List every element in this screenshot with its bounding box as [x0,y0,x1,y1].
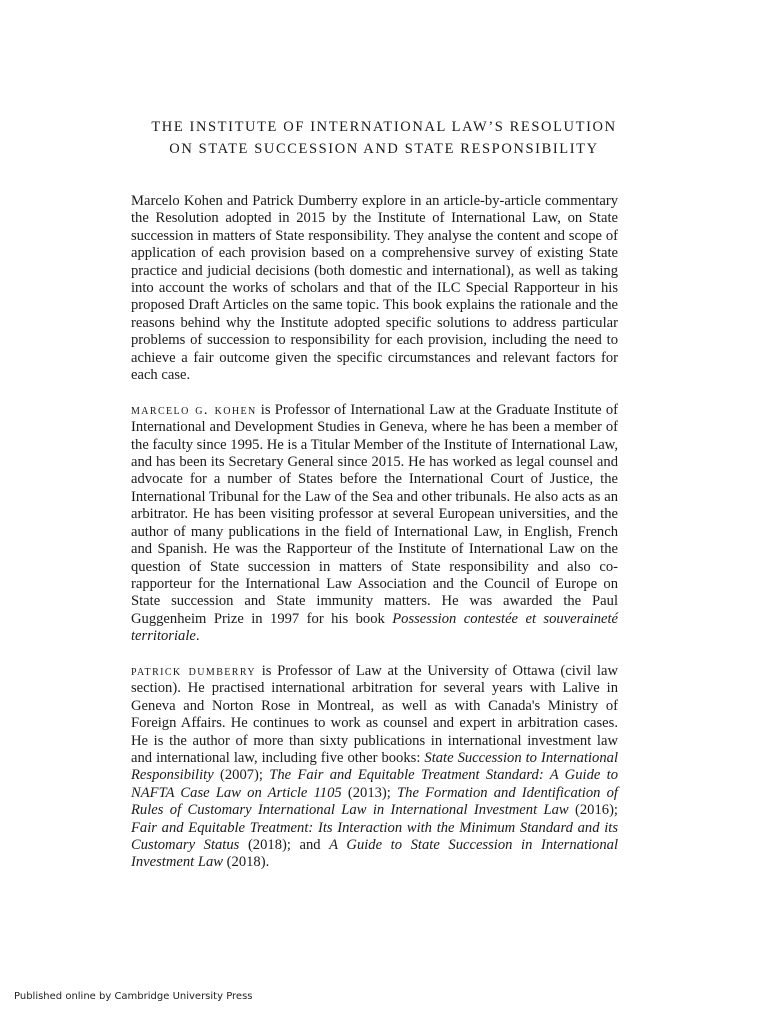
publisher-footer: Published online by Cambridge University Press [14,991,253,1002]
kohen-bio-end: . [195,628,200,645]
dumberry-book-4: Fair and Equitable Treatment: Its Interaction with the Minimum Standard and its Customary Status [131,819,618,853]
dumberry-year-5: (2018). [223,854,270,871]
kohen-author-name: marcelo g. kohen [131,401,257,418]
dumberry-book-2: The Fair and Equitable Treatment Standard: A Guide to NAFTA Case Law on Article 1105 [131,767,618,801]
dumberry-book-3: The Formation and Identification of Rules of Customary International Law in International Investment Law [131,784,618,819]
dumberry-year-2: (2013); [341,784,398,801]
book-title-line-1: THE INSTITUTE OF INTERNATIONAL LAW’S RESOLUTION [151,119,617,135]
kohen-book-title: Possession contestée et souveraineté territoriale [131,610,618,645]
dumberry-book-1: State Succession to International Responsibility [131,749,618,784]
dumberry-book-5: A Guide to State Succession in International Investment Law [131,837,619,871]
book-blurb [131,193,618,889]
dumberry-year-3: (2016); [568,802,618,819]
dumberry-bio-text: is Professor of Law at the University of Ottawa (civil law section). He practised international arbitration for several years with Lalive in Geneva and Norton Rose in Montreal, as well as with Canada's Ministry of Foreign Affairs. He continues to work as counsel and expert in arbitration cases. He is the author of more than sixty publications in international investment law and international law, including five other books: [131,662,618,766]
kohen-bio-text: is Professor of International Law at the Graduate Institute of International and Development Studies in Geneva, where he has been a member of the faculty since 1995. He is a Titular Member of the Institute of International Law, and has been its Secretary General since 2015. He has worked as legal counsel and advocate for a number of States before the International Court of Justice, the International Tribunal for the Law of the Sea and other tribunals. He also acts as an arbitrator. He has been visiting professor at several European universities, and the author of many publications in the field of International Law, in English, French and Spanish. He was the Rapporteur of the Institute of International Law on the question of State succession in matters of State responsibility and also co-rapporteur for the International Law Association and the Council of Europe on State succession and State immunity matters. He was awarded the Paul Guggenheim Prize in 1997 for his book [131,401,619,627]
book-title-line-2: ON STATE SUCCESSION AND STATE RESPONSIBILITY [169,141,599,157]
dumberry-bio-paragraph [131,663,618,872]
description-paragraph: Marcelo Kohen and Patrick Dumberry explore in an article-by-article commentary the Resolution adopted in 2015 by the Institute of International Law, on State succession in matters of State responsibility. They analyse the content and scope of application of each provision based on a comprehensive survey of existing State practice and judicial decisions (both domestic and international), as well as taking into account the works of scholars and that of the ILC Special Rapporteur in his proposed Draft Articles on the same topic. This book explains the rationale and the reasons behind why the Institute adopted specific solutions to address particular problems of succession to responsibility for each provision, including the need to achieve a fair outcome given the specific circumstances and relevant factors for each case. [131,193,618,384]
kohen-bio-paragraph [131,402,618,646]
dumberry-year-4: (2018); and [239,837,330,853]
dumberry-year-1: (2007); [213,767,270,784]
book-title [0,116,768,160]
dumberry-author-name: patrick dumberry [131,662,256,679]
